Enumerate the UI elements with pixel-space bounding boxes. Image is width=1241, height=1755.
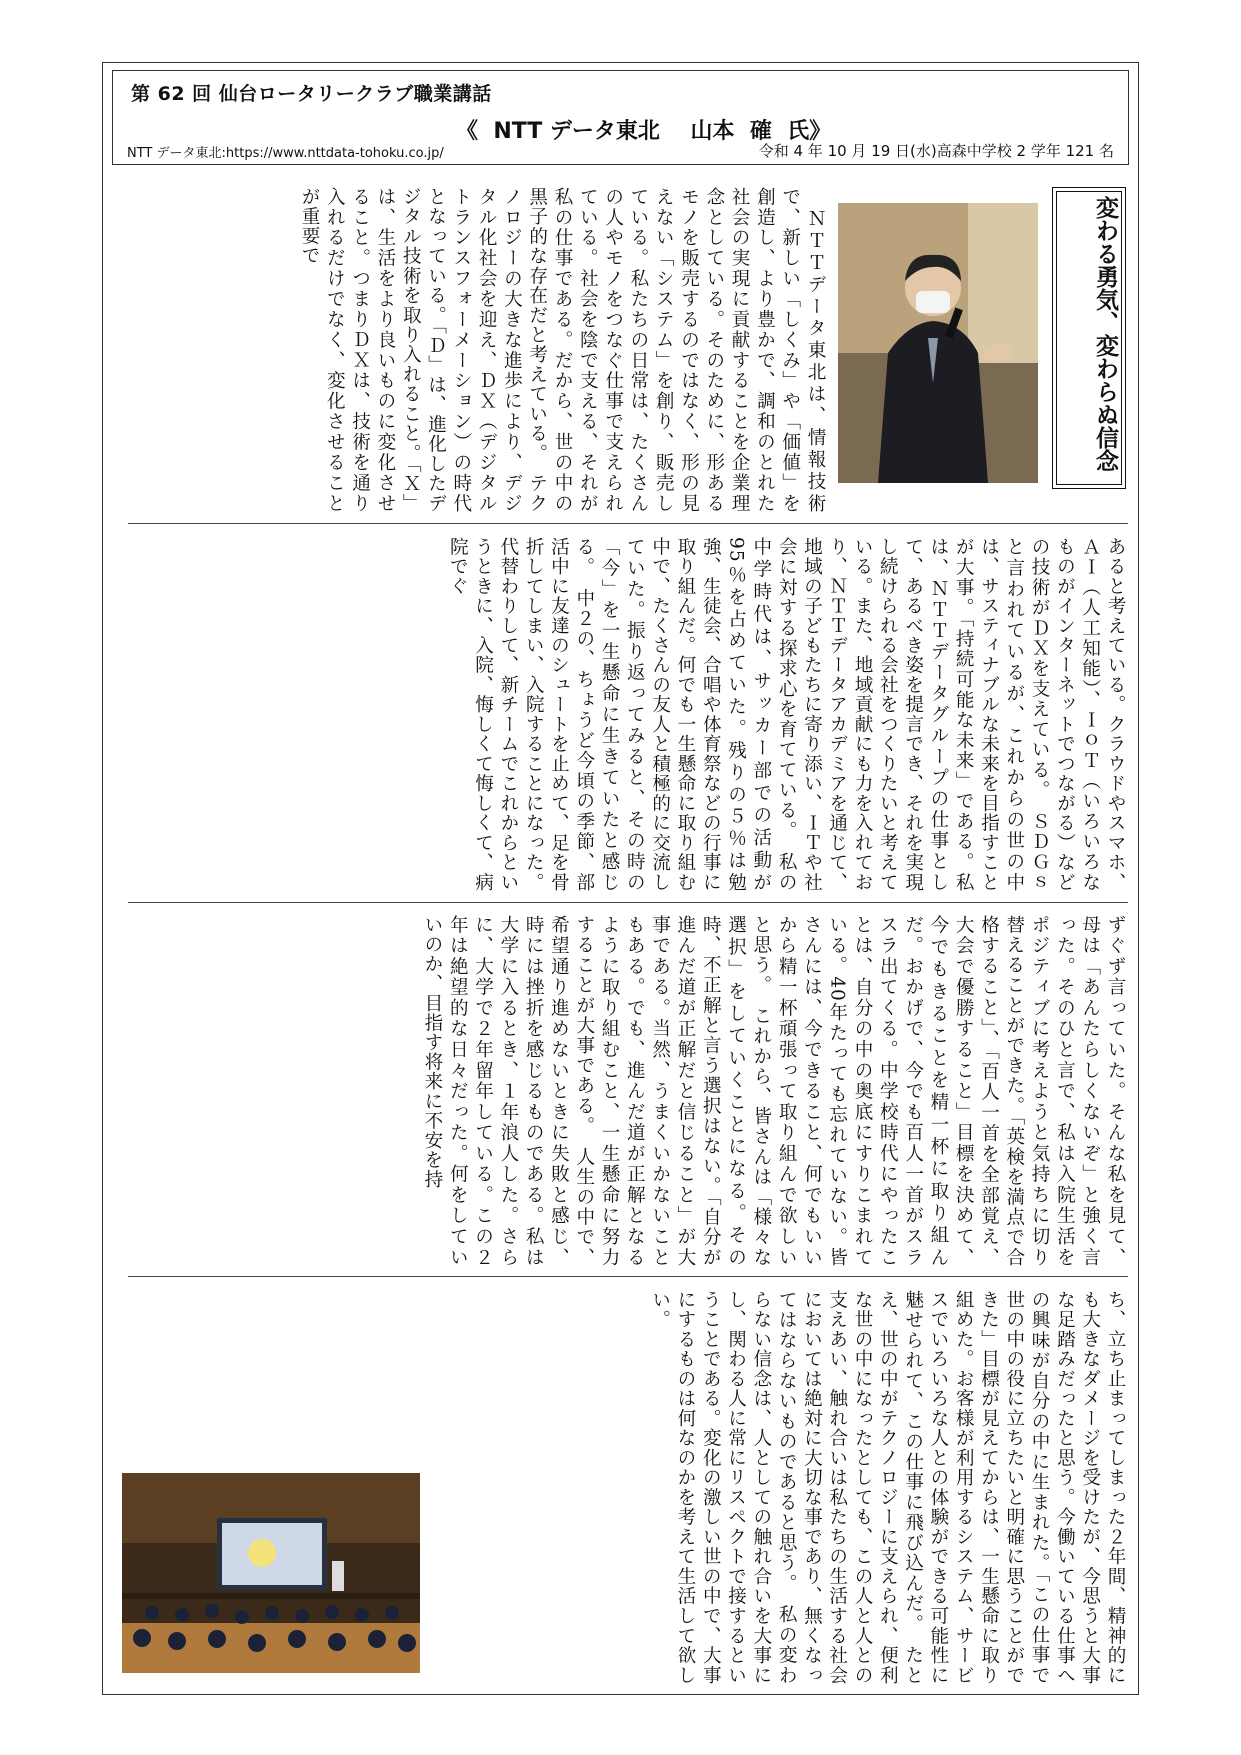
speaker-photo [838, 203, 1038, 483]
headline-caption: 変わる勇気、変わらぬ信念 [1092, 196, 1118, 472]
auditorium-photo [122, 1473, 420, 1673]
company-url: NTT データ東北:https://www.nttdata-tohoku.co.jp/ [127, 146, 444, 161]
article-column-3: ずぐず言っていた。そんな私を見て、母は「あんたらしくないぞ」と強く言った。そのひと言で、私は入院生活をポジティブに考えようと気持ちに切り替えることができた。「英検を満点で合格すること」、「百人一首を全部覚え、大会で優勝すること」目標を決めて、今でもきることを精一杯に取り組んだ。おかげで、今でも百人一首がスラスラ出てくる。中学校時代にやったことは、自分の中の奥底にすりこまれている。40年たっても忘れていない。皆さんには、今できること、何でもいいから精一杯頑張って取り組んで欲しいと思う。 これから、皆さんは「様々な選択」をしていくことになる。その時、不正解と言う選択はない。「自分が進んだ道が正解だと信じること」が大事である。当然、うまくいかないこともある。でも、進んだ道が正解となるように取り組むこと、一生懸命に努力することが大事である。 人生の中で、希望通り進めないときに失敗と感じ、時には挫折を感じるものである。私は大学に入るとき、１年浪人した。さらに、大学で２年留年している。この２年は絶望的な日々だった。何をしていいのか、目指す将来に不安を持 [421, 915, 1126, 1267]
article-column-4: ち、立ち止まってしまった２年間、精神的にも大きなダメージを受けたが、今思うと大事な足踏みだったと思う。今働いている仕事への興味が自分の中に生まれた。「この仕事で世の中の役に立ちたいと明確に思うことができた」目標が見えてからは、一生懸命に取り組めた。お客様が利用するシステム、サービスでいろいろな人との体験ができる可能性に魅せられて、この仕事に飛び込んだ。 たとえ、世の中がテクノロジーに支えられ、便利な世の中になったとしても、この人と人との支えあい、触れ合いは私たちの生活する社会においては絶対に大切な事であり、無くなってはならないものであると思う。 私の変わらない信念は、人としての触れ合いを大事にし、関わる人に常にリスペクトで接するということである。変化の激しい世の中で、大事にするものは何なのかを考えて生活して欲しい。 [649, 1290, 1126, 1685]
section-divider [128, 1276, 1128, 1277]
date-and-class: 令和 4 年 10 月 19 日(水)高森中学校 2 学年 121 名 [758, 142, 1114, 160]
article-column-2: あると考えている。クラウドやスマホ、ＡＩ（人工知能）、ＩｏＴ（いろいろなものがインターネットでつながる）などの技術がＤＸを支えている。 ＳＤＧｓと言われているが、これからの世の中は、サスティナブルな未来を目指すことが大事。「持続可能な未来」である。私は、ＮＴＴデータグループの仕事として、あるべき姿を提言でき、それを実現し続けられる会社をつくりたいと考えている。また、地域貢献にも力を入れており、ＮＴＴデータアカデミアを通じて、地域の子どもたちに寄り添い、ＩＴや社会に対する探求心を育てている。 私の中学時代は、サッカー部での活動が95％を占めていた。残りの５％は勉強、生徒会、合唱や体育祭などの行事に取り組んだ。何でも一生懸命に取り組む中で、たくさんの友人と積極的に交流していた。振り返ってみると、その時の「今」を一生懸命に生きていたと感じる。 中２の、ちょうど今頃の季節、部活中に友達のシュートを止めて、足を骨折してしまい、入院することになった。代替わりして、新チームでこれからというときに、入院、悔しくて悔しくて、病院でぐ [447, 537, 1126, 892]
section-divider [128, 523, 1128, 524]
page-title: 第 62 回 仙台ロータリークラブ職業講話 [131, 83, 492, 105]
section-divider [128, 902, 1128, 903]
header-box [112, 70, 1129, 165]
headline-box [1052, 187, 1126, 489]
speaker-subtitle: 《 NTT データ東北 山本 確 氏》 [456, 119, 832, 144]
article-column-1: ＮＴＴデータ東北は、情報技術で、新しい「しくみ」や「価値」を創造し、より豊かで、調和のとれた社会の実現に貢献することを企業理念としている。そのために、形あるモノを販売するのではなく、形の見えない「システム」を創り、販売している。私たちの日常は、たくさんの人やモノをつなぐ仕事で支えられている。社会を陰で支える、それが私の仕事である。だから、世の中の黒子的な存在だと考えている。 テクノロジーの大きな進歩により、デジタル化社会を迎え、ＤＸ（デジタルトランスフォーメーション）の時代となっている。「Ｄ」は、進化したデジタル技術を取り入れること。「Ｘ」は、生活をより良いものに変化させること。つまりＤＸは、技術を通り入れるだけでなく、変化させることが重要で [299, 187, 826, 513]
